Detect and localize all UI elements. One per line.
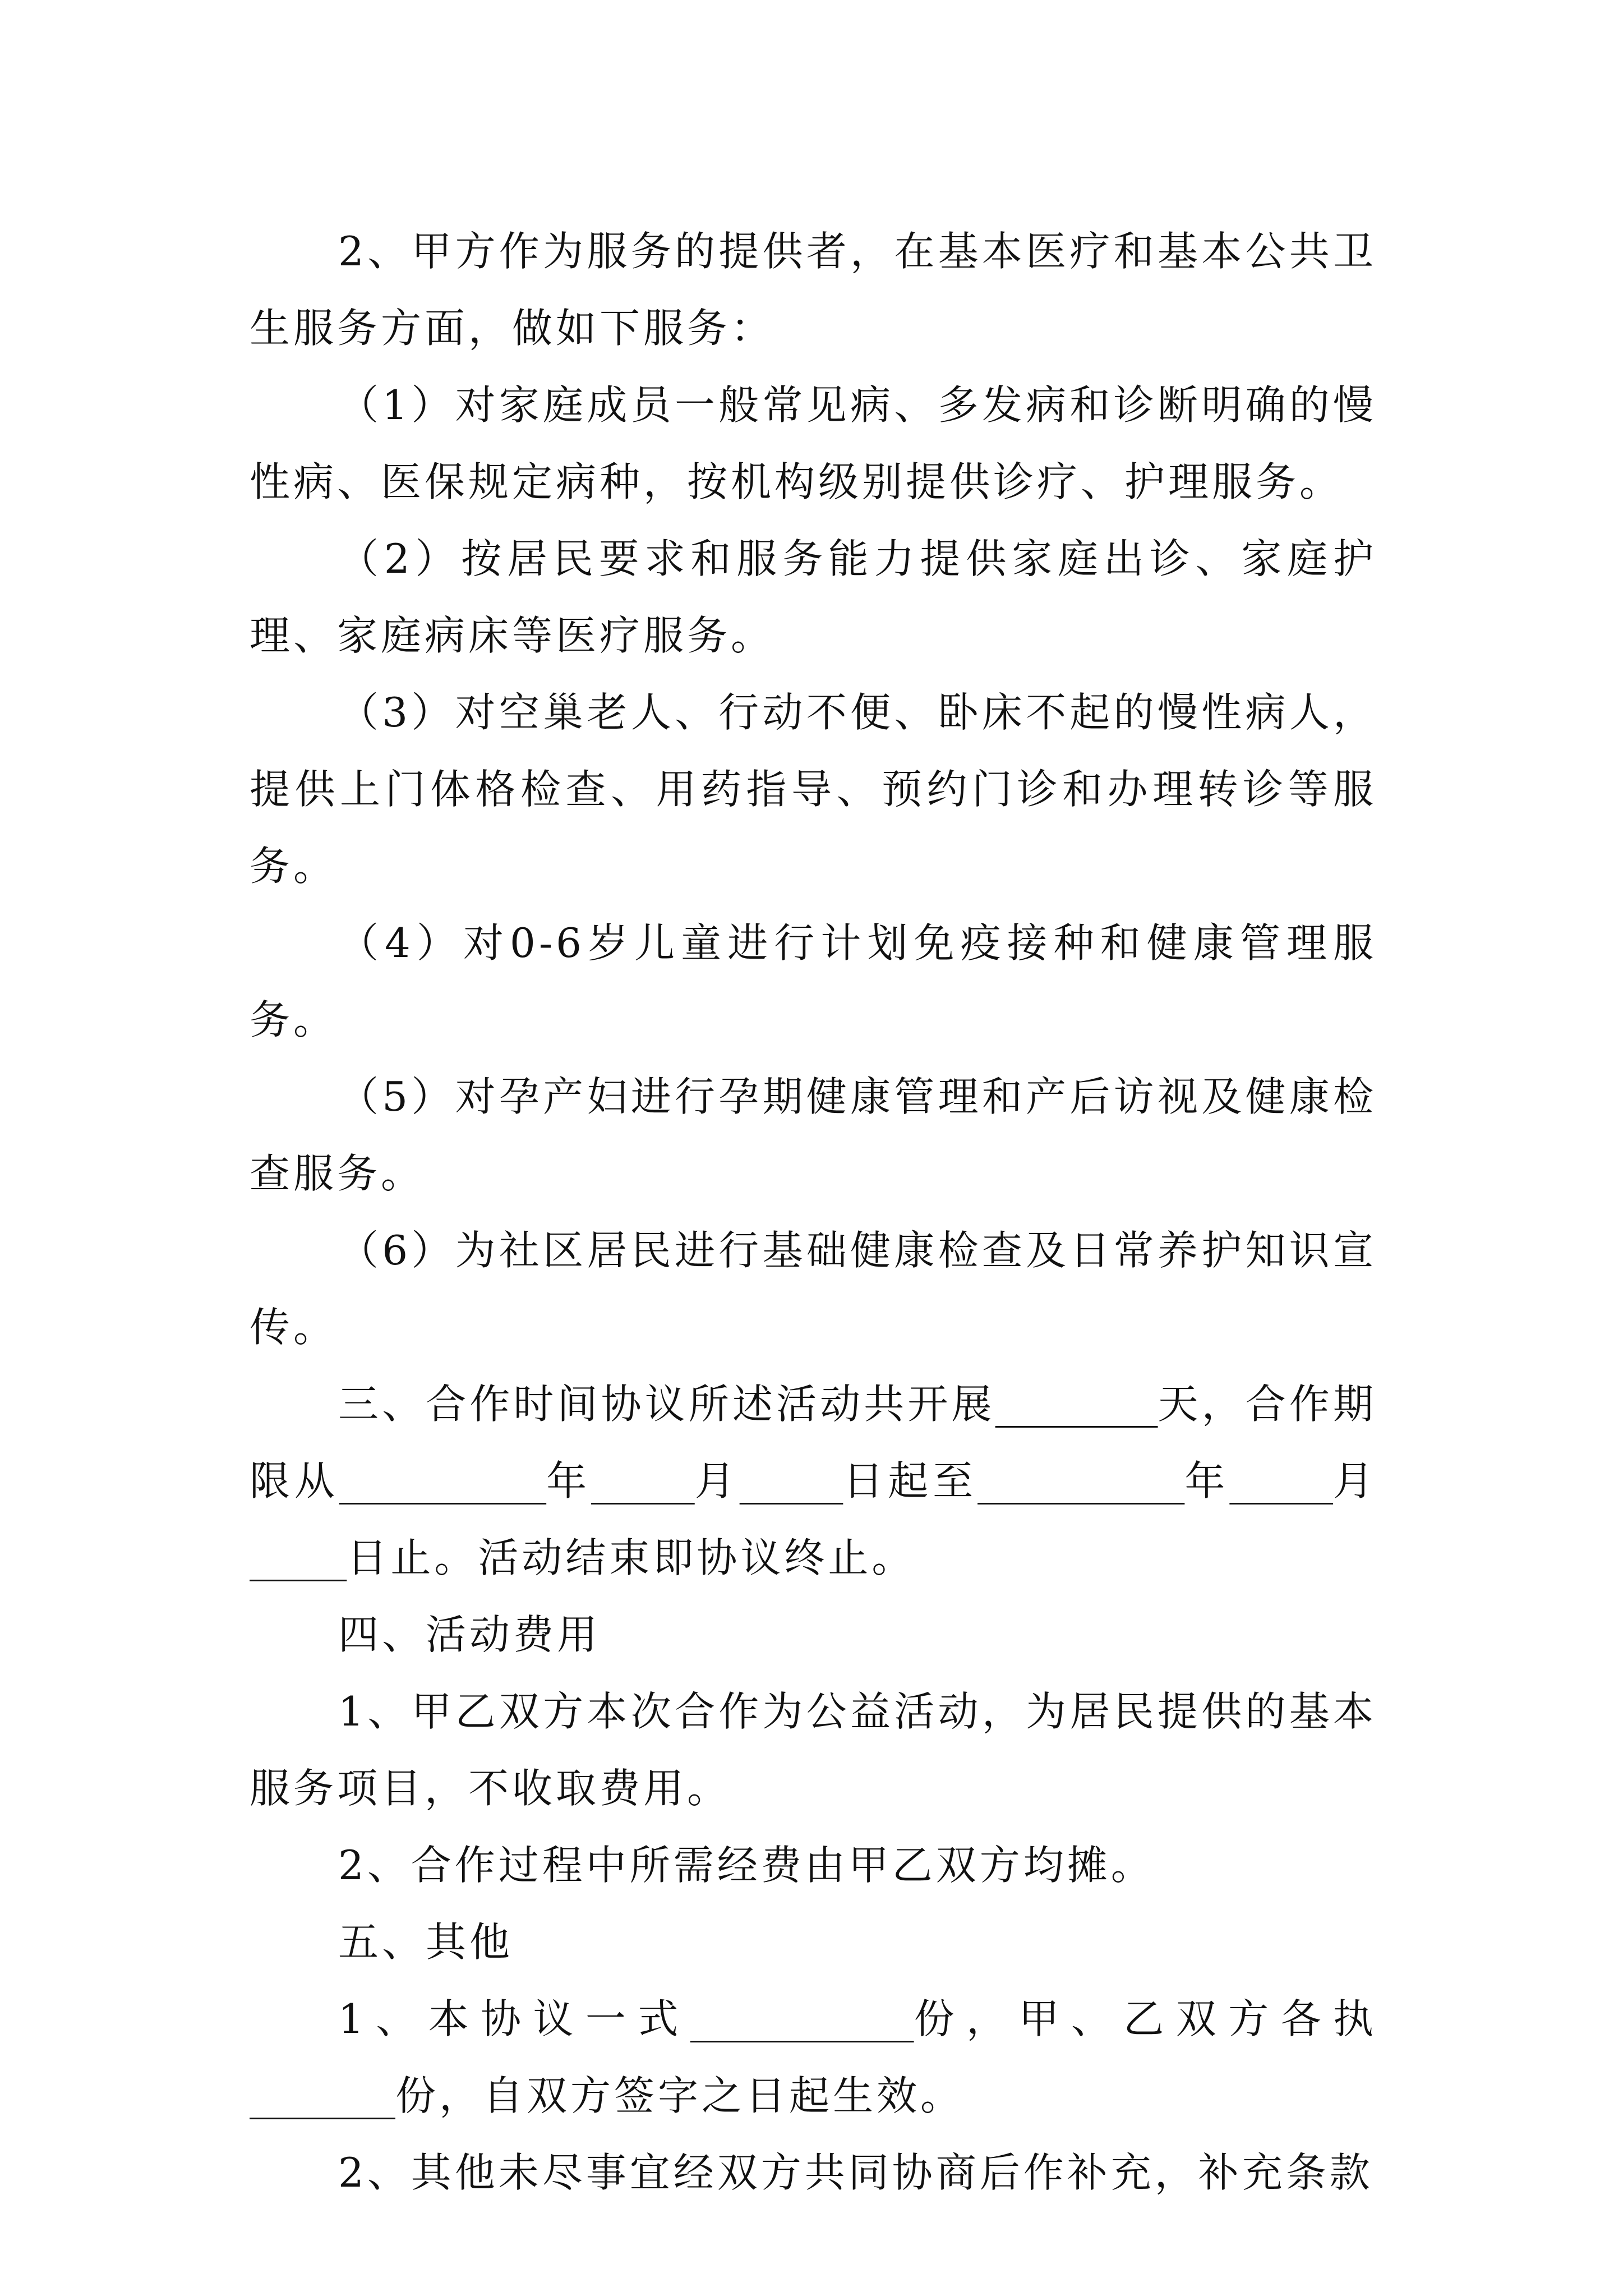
copies-text-3: 份，自双方签字之日起生效。 <box>395 2072 964 2119</box>
paragraph-cooperation-time <box>250 1366 1377 1596</box>
copies-each-blank <box>250 2072 395 2119</box>
cooperation-time-text-8: 日止。活动结束即协议终止。 <box>347 1534 916 1581</box>
copies-text-1: 1、本协议一式 <box>338 1995 690 2042</box>
paragraph-copies <box>250 1981 1377 2134</box>
paragraph-item-2: （2）按居民要求和服务能力提供家庭出诊、家庭护理、家庭病床等医疗服务。 <box>250 535 1377 659</box>
heading-activity-fees: 四、活动费用 <box>338 1611 601 1658</box>
cooperation-time-text-1: 三、合作时间协议所述活动共开展 <box>338 1381 995 1428</box>
paragraph-item-1: （1）对家庭成员一般常见病、多发病和诊断明确的慢性病、医保规定病种，按机构级别提供诊疗、护理服务。 <box>250 381 1377 505</box>
paragraph-fees-2: 2、合作过程中所需经费由甲乙双方均摊。 <box>338 1842 1155 1889</box>
start-year-blank <box>339 1457 546 1504</box>
heading-other: 五、其他 <box>338 1918 514 1966</box>
cooperation-time-text-6: 年 <box>1184 1457 1230 1504</box>
end-day-blank <box>250 1534 347 1581</box>
document-body <box>250 213 1377 2211</box>
copies-total-blank <box>690 1995 914 2042</box>
paragraph-provider-services: 2、甲方作为服务的提供者，在基本医疗和基本公共卫生服务方面，做如下服务： <box>250 228 1377 352</box>
paragraph-item-6: （6）为社区居民进行基础健康检查及日常养护知识宣传。 <box>250 1227 1377 1351</box>
paragraph-item-5: （5）对孕产妇进行孕期健康管理和产后访视及健康检查服务。 <box>250 1073 1377 1197</box>
paragraph-supplementary: 2、其他未尽事宜经双方共同协商后作补充，补充条款 <box>338 2149 1373 2196</box>
cooperation-time-text-3: 年 <box>546 1457 592 1504</box>
paragraph-item-3: （3）对空巢老人、行动不便、卧床不起的慢性病人，提供上门体格检查、用药指导、预约门诊和办理转诊等服务。 <box>250 689 1377 890</box>
cooperation-time-text-2: 天，合作期限从 <box>250 1381 1377 1504</box>
end-year-blank <box>978 1457 1184 1504</box>
copies-text-2: 份，甲、乙双方各执 <box>914 1995 1377 2042</box>
paragraph-fees-1: 1、甲乙双方本次合作为公益活动，为居民提供的基本服务项目，不收取费用。 <box>250 1688 1377 1812</box>
start-day-blank <box>740 1457 843 1504</box>
paragraph-item-4: （4）对0-6岁儿童进行计划免疫接种和健康管理服务。 <box>250 919 1377 1043</box>
start-month-blank <box>591 1457 695 1504</box>
cooperation-time-text-5: 日起至 <box>843 1457 978 1504</box>
cooperation-time-text-7: 月 <box>1332 1457 1377 1504</box>
cooperation-time-text-4: 月 <box>694 1457 740 1504</box>
days-blank <box>995 1381 1158 1428</box>
end-month-blank <box>1229 1457 1333 1504</box>
